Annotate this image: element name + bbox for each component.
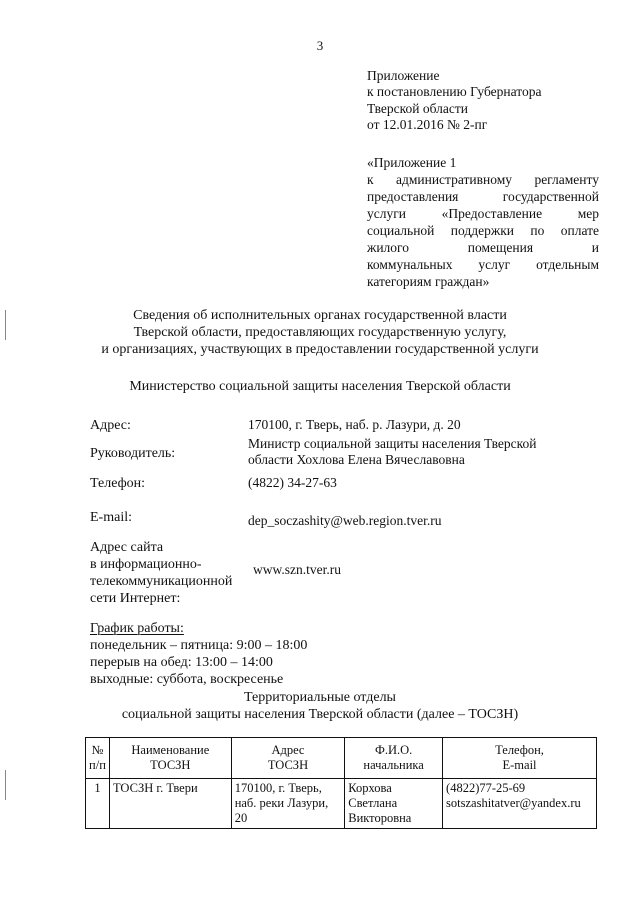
appendix-line: Приложение xyxy=(367,68,440,83)
header-chief: Ф.И.О. начальника xyxy=(345,738,443,779)
schedule-title: График работы: xyxy=(90,621,184,636)
site-label-line: Адрес сайта xyxy=(90,540,164,555)
cell-address: 170100, г. Тверь, наб. реки Лазури, 20 xyxy=(231,779,345,829)
head-value-line: Министр социальной защиты населения Тверской xyxy=(248,436,537,451)
site-label-line: сети Интернет: xyxy=(90,591,181,607)
appendix-sub-line: услуги «Предоставление мер xyxy=(367,206,599,221)
cell-num: 1 xyxy=(86,779,110,829)
head-label: Руководитель: xyxy=(90,446,176,461)
appendix-sub-line: социальной поддержки по оплате xyxy=(367,223,599,238)
address-label: Адрес: xyxy=(90,418,131,433)
appendix-sub-line: категориям граждан» xyxy=(367,274,490,289)
table-row xyxy=(86,779,597,829)
header-address: Адрес ТОСЗН xyxy=(231,738,345,779)
ministry-name: Министерство социальной защиты населения Тверской области xyxy=(129,379,511,394)
appendix-header xyxy=(367,68,597,134)
heading-line: и организациях, участвующих в предоставлении государственной услуги xyxy=(101,342,539,358)
appendix-sub-line: к административному регламенту xyxy=(367,172,599,187)
cell-name: ТОСЗН г. Твери xyxy=(109,779,231,829)
header-contact: Телефон, E-mail xyxy=(443,738,597,779)
phone-label: Телефон: xyxy=(90,476,146,491)
head-value xyxy=(248,436,537,469)
heading-line: Тверской области, предоставляющих государственную услугу, xyxy=(133,325,507,341)
phone-value: (4822) 34-27-63 xyxy=(248,475,337,490)
appendix-sub-line: предоставления государственной xyxy=(367,189,599,204)
appendix-sub-line: коммунальных услуг отдельным xyxy=(367,257,599,272)
header-name: Наименование ТОСЗН xyxy=(109,738,231,779)
email-label: E-mail: xyxy=(90,510,132,525)
tosz-table xyxy=(85,737,597,829)
schedule-lunch: перерыв на обед: 13:00 – 14:00 xyxy=(90,655,273,671)
page-number: 3 xyxy=(316,38,324,53)
work-schedule xyxy=(90,620,307,688)
cell-chief: Корхова Светлана Викторовна xyxy=(345,779,443,829)
cell-contact: (4822)77-25-69 sotszashitatver@yandex.ru xyxy=(443,779,597,829)
schedule-weekend: выходные: суббота, воскресенье xyxy=(90,672,284,688)
heading-line: Сведения об исполнительных органах государственной власти xyxy=(133,308,507,323)
appendix-sub-line: жилого помещения и xyxy=(367,240,599,255)
header-num: № п/п xyxy=(86,738,110,779)
territorial-line: социальной защиты населения Тверской области (далее – ТОСЗН) xyxy=(121,707,519,723)
territorial-line: Территориальные отделы xyxy=(244,690,396,705)
appendix-sub-line: «Приложение 1 xyxy=(367,155,457,170)
address-value: 170100, г. Тверь, наб. р. Лазури, д. 20 xyxy=(248,417,461,432)
appendix-line: Тверской области xyxy=(367,100,468,116)
email-value[interactable]: dep_soczashity@web.region.tver.ru xyxy=(248,513,442,528)
site-value[interactable]: www.szn.tver.ru xyxy=(253,562,341,577)
document-heading xyxy=(0,307,640,358)
table-header-row xyxy=(86,738,597,779)
appendix-subheader xyxy=(367,155,599,291)
schedule-weekdays: понедельник – пятница: 9:00 – 18:00 xyxy=(90,638,308,654)
site-label-line: телекоммуникационной xyxy=(90,574,233,590)
territorial-heading xyxy=(0,689,640,723)
head-value-line: области Хохлова Елена Вячеславовна xyxy=(248,452,465,468)
site-label-line: в информационно- xyxy=(90,557,202,573)
site-label xyxy=(90,539,232,607)
appendix-line: к постановлению Губернатора xyxy=(367,84,542,100)
appendix-line: от 12.01.2016 № 2-пг xyxy=(367,117,488,133)
